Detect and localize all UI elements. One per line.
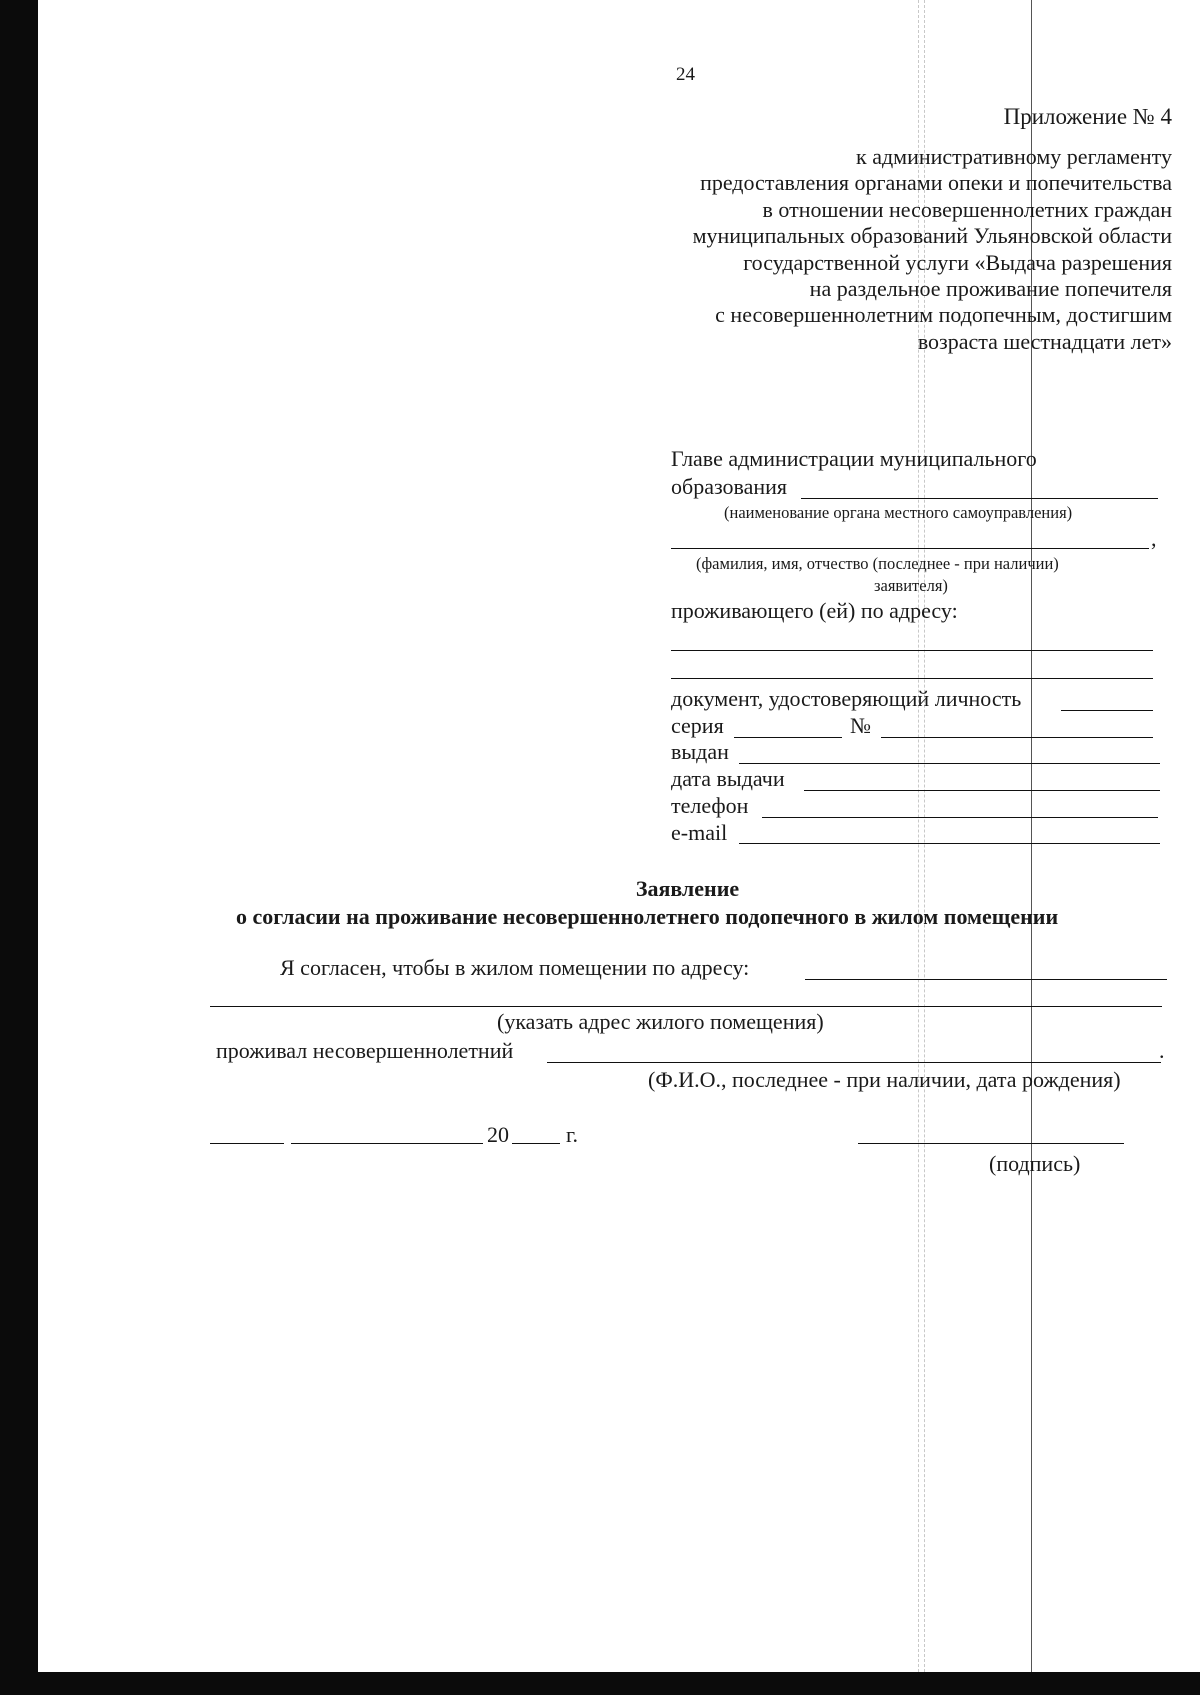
applicant-name-field[interactable]	[671, 548, 1149, 549]
number-field[interactable]	[881, 737, 1153, 738]
signature-field[interactable]	[858, 1143, 1124, 1144]
consent-address-field[interactable]	[805, 979, 1167, 980]
id-document-field[interactable]	[1061, 710, 1153, 711]
phone-label: телефон	[671, 793, 749, 818]
caption-minor: (Ф.И.О., последнее - при наличии, дата рождения)	[648, 1067, 1121, 1092]
email-label: e-mail	[671, 820, 728, 845]
page-number: 24	[676, 64, 695, 85]
number-sign: №	[850, 713, 871, 738]
appendix-line: государственной услуги «Выдача разрешения	[743, 249, 1172, 275]
period: .	[1159, 1038, 1165, 1063]
consent-text: Я согласен, чтобы в жилом помещении по адресу:	[280, 955, 750, 980]
issue-date-label: дата выдачи	[671, 766, 785, 791]
issued-field[interactable]	[739, 763, 1160, 764]
caption-signature: (подпись)	[989, 1151, 1081, 1176]
email-field[interactable]	[739, 843, 1160, 844]
address-field-2[interactable]	[671, 678, 1153, 679]
residing-label: проживающего (ей) по адресу:	[671, 598, 958, 623]
statement-subtitle: о согласии на проживание несовершеннолетнего подопечного в жилом помещении	[236, 904, 1059, 929]
phone-field[interactable]	[762, 817, 1158, 818]
series-label: серия	[671, 713, 724, 738]
appendix-title: Приложение № 4	[1003, 104, 1172, 129]
month-field[interactable]	[291, 1143, 483, 1144]
appendix-line: муниципальных образований Ульяновской области	[692, 223, 1172, 249]
appendix-line: в отношении несовершеннолетних граждан	[762, 196, 1172, 222]
scan-bottom-border	[0, 1672, 1200, 1695]
address-field-1[interactable]	[671, 650, 1153, 651]
addressee-line-1: Главе администрации муниципального	[671, 446, 1037, 471]
appendix-description	[693, 144, 1172, 355]
appendix-line: с несовершеннолетним подопечным, достигшим	[715, 302, 1172, 328]
caption-org: (наименование органа местного самоуправления)	[724, 503, 1073, 522]
minor-field[interactable]	[547, 1062, 1161, 1063]
appendix-line: возраста шестнадцати лет»	[917, 328, 1172, 354]
day-field[interactable]	[210, 1143, 284, 1144]
appendix-line: на раздельное проживание попечителя	[809, 276, 1172, 302]
issued-label: выдан	[671, 739, 729, 764]
addressee-line-2: образования	[671, 474, 788, 499]
statement-title: Заявление	[635, 876, 740, 901]
caption-fio-2: заявителя)	[874, 576, 948, 595]
comma: ,	[1151, 526, 1157, 551]
appendix-line: предоставления органами опеки и попечительства	[700, 170, 1172, 196]
caption-fio: (фамилия, имя, отчество (последнее - при наличии)	[696, 554, 1059, 573]
caption-address: (указать адрес жилого помещения)	[497, 1009, 824, 1034]
series-field[interactable]	[734, 737, 842, 738]
year-suffix: г.	[566, 1122, 579, 1147]
municipality-field[interactable]	[801, 498, 1158, 499]
minor-label: проживал несовершеннолетний	[216, 1038, 514, 1063]
scan-left-border	[0, 0, 38, 1695]
appendix-line: к административному регламенту	[856, 144, 1172, 169]
id-document-label: документ, удостоверяющий личность	[671, 686, 1022, 711]
issue-date-field[interactable]	[804, 790, 1160, 791]
year-field[interactable]	[512, 1143, 560, 1144]
year-prefix: 20	[487, 1122, 509, 1147]
consent-address-field-2[interactable]	[210, 1006, 1162, 1007]
